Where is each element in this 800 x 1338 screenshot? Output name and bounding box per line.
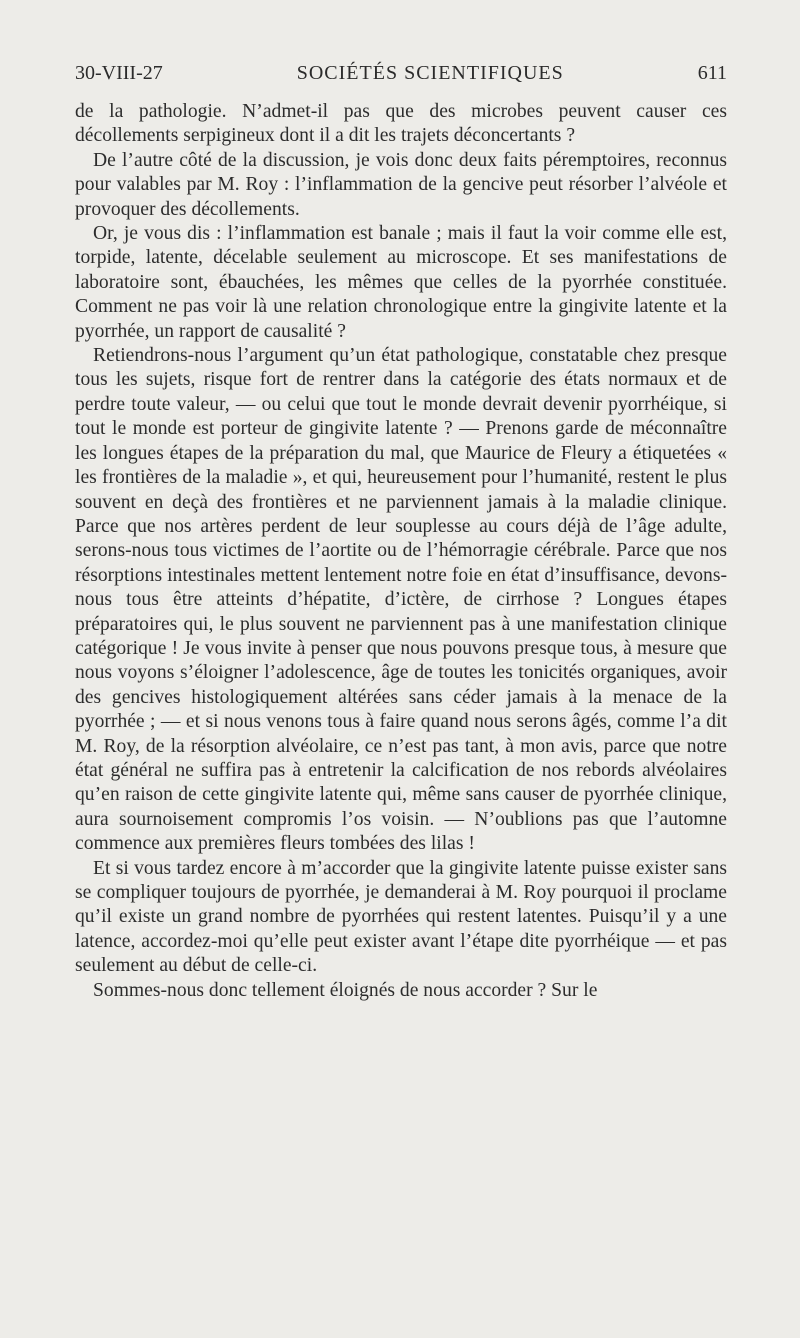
paragraph: Retiendrons-nous l’argument qu’un état pathologique, constatable chez presque tous les sujets, risque fort de rentrer dans la catégorie des états normaux et de perdre toute valeur, — ou celui que tout le monde devrait devenir pyorrhéique, si tout le monde est porteur de gingivite latente ? — Prenons garde de méconnaître les longues étapes de la préparation du mal, que Maurice de Fleury a étiquetées « les frontières de la maladie », et qui, heureusement pour l’humanité, restent le plus souvent en deçà des frontières et ne parviennent jamais à la maladie clinique. Parce que nos artères perdent de leur souplesse au cours déjà de l’âge adulte, serons-nous tous victimes de l’aortite ou de l’hémorragie cérébrale. Parce que nos résorptions intestinales mettent lentement notre foie en état d’insuffisance, devons-nous tous être atteints d’hépatite, d’ictère, de cirrhose ? Longues étapes préparatoires qui, le plus souvent ne parviennent pas à une manifestation clinique catégorique ! Je vous invite à penser que nous pouvons presque tous, à mesure que nous voyons s’éloigner l’adolescence, âge de toutes les tonicités organiques, avoir des gencives histologiquement altérées sans céder jamais à la menace de la pyorrhée ; — et si nous venons tous à faire quand nous serons âgés, comme l’a dit M. Roy, de la résorption alvéolaire, ce n’est pas tant, à mon avis, parce que notre état général ne suffira pas à entretenir la calcification de nos rebords alvéolaires qu’en raison de cette gingivite latente qui, même sans causer de pyorrhée clinique, aura sournoisement compromis l’os voisin. — N’oublions pas que l’automne commence aux premières fleurs tombées des lilas !	[75, 345, 727, 855]
paragraph: Or, je vous dis : l’inflammation est banale ; mais il faut la voir comme elle est, torpide, latente, décelable seulement au microscope. Et ses manifestations de laboratoire sont, ébauchées, les mêmes que celles de la pyorrhée constituée. Comment ne pas voir là une relation chronologique entre la gingivite latente et la pyorrhée, un rapport de causalité ?	[75, 223, 727, 342]
paragraph: Sommes-nous donc tellement éloignés de nous accorder ? Sur le	[93, 979, 598, 1001]
paragraph: De l’autre côté de la discussion, je vois donc deux faits péremptoires, reconnus pour valables par M. Roy : l’inflammation de la gencive peut résorber l’alvéole et provoquer des décollements.	[75, 149, 727, 220]
section-title: SOCIÉTÉS SCIENTIFIQUES	[296, 62, 564, 84]
page-number: 611	[697, 62, 727, 84]
running-head	[75, 62, 727, 92]
paragraph: Et si vous tardez encore à m’accorder que la gingivite latente puisse exister sans se compliquer toujours de pyorrhée, je demanderai à M. Roy pourquoi il proclame qu’il existe un grand nombre de pyorrhées qui restent latentes. Puisqu’il y a une latence, accordez-moi qu’elle peut exister avant l’étape dite pyorrhéique — et pas seulement au début de celle-ci.	[75, 857, 727, 977]
issue-date: 30-VIII-27	[75, 62, 163, 84]
paragraph-continuation: de la pathologie. N’admet-il pas que des microbes peuvent causer ces décollements serpigineux dont il a dit les trajets déconcertants ?	[75, 101, 727, 147]
article-body	[75, 100, 727, 1003]
